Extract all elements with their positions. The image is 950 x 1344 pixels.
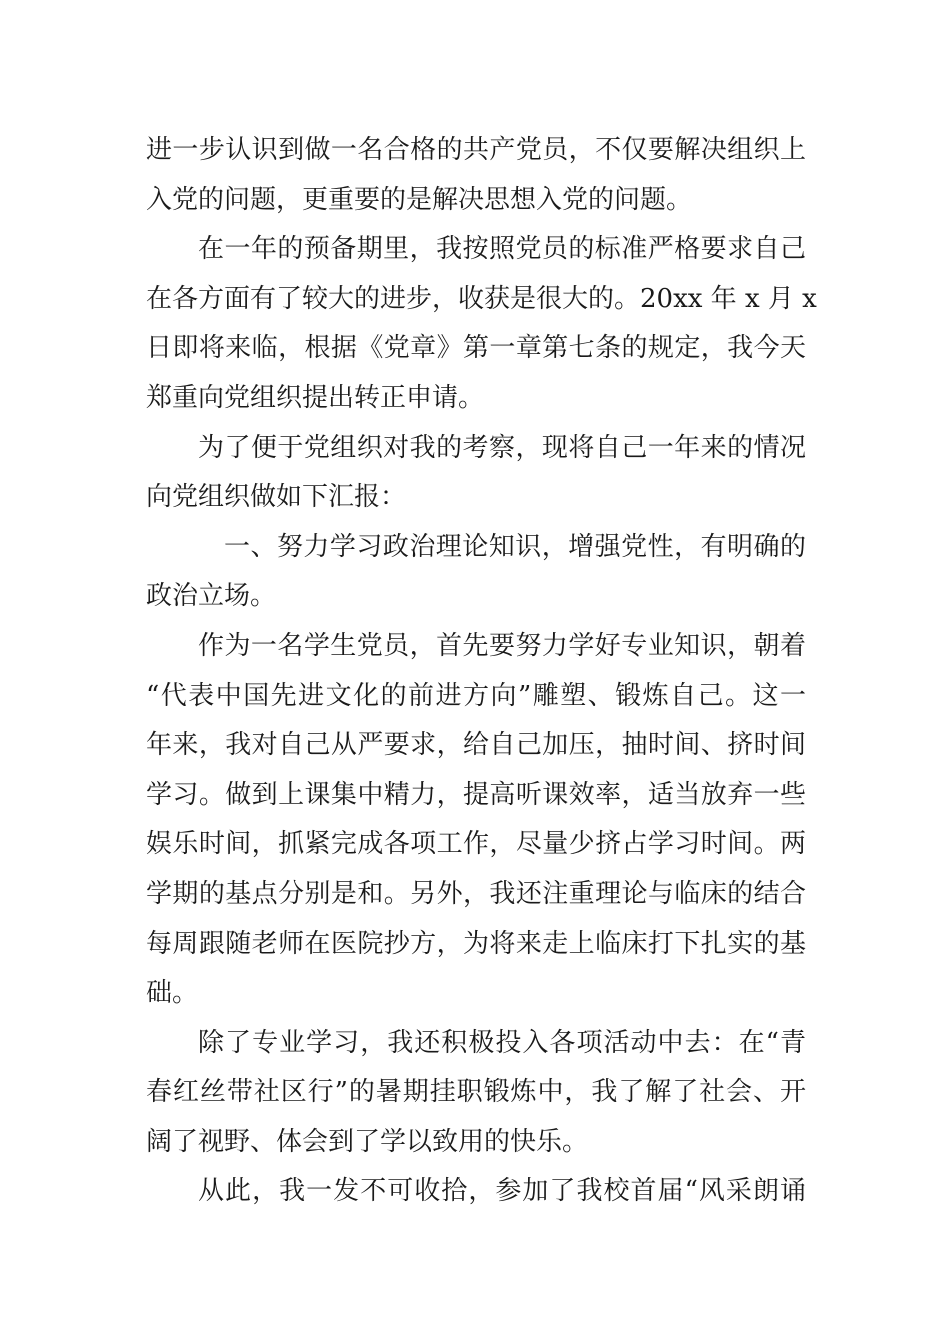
section-heading: 一、努力学习政治理论知识，增强党性，有明确的: [224, 531, 806, 562]
document-body: [146, 126, 817, 1217]
text-line: 除了专业学习，我还积极投入各项活动中去：在“青: [198, 1027, 806, 1058]
text-line: 学习。做到上课集中精力，提高听课效率，适当放弃一些: [146, 779, 806, 810]
text-line: “代表中国先进文化的前进方向”雕塑、锻炼自己。这一: [146, 680, 806, 711]
text-line: 础。: [146, 978, 199, 1009]
text-line: 作为一名学生党员，首先要努力学好专业知识，朝着: [198, 630, 806, 661]
text-line: 春红丝带社区行”的暑期挂职锻炼中，我了解了社会、开: [146, 1077, 806, 1108]
text-line: 阔了视野、体会到了学以致用的快乐。: [146, 1126, 589, 1157]
text-line: 为了便于党组织对我的考察，现将自己一年来的情况: [198, 432, 806, 463]
text-line: 从此，我一发不可收拾，参加了我校首届“风采朗诵: [198, 1176, 806, 1207]
text-line: 日即将来临，根据《党章》第一章第七条的规定，我今天: [146, 333, 806, 364]
text-line: 在各方面有了较大的进步，收获是很大的。20xx 年 x 月 x: [146, 283, 817, 314]
text-line: 郑重向党组织提出转正申请。: [146, 382, 485, 413]
text-line: 进一步认识到做一名合格的共产党员，不仅要解决组织上: [146, 135, 806, 165]
text-line: 年来，我对自己从严要求，给自己加压，抽时间、挤时间: [146, 730, 806, 761]
text-line: 政治立场。: [146, 581, 277, 612]
text-line: 向党组织做如下汇报：: [146, 482, 407, 513]
text-line: 入党的问题，更重要的是解决思想入党的问题。: [146, 184, 693, 215]
text-line: 每周跟随老师在医院抄方，为将来走上临床打下扎实的基: [146, 928, 806, 959]
text-line: 娱乐时间，抓紧完成各项工作，尽量少挤占学习时间。两: [146, 829, 806, 860]
text-line: 学期的基点分别是和。另外，我还注重理论与临床的结合: [146, 878, 806, 909]
text-line: 在一年的预备期里，我按照党员的标准严格要求自己: [198, 234, 806, 265]
